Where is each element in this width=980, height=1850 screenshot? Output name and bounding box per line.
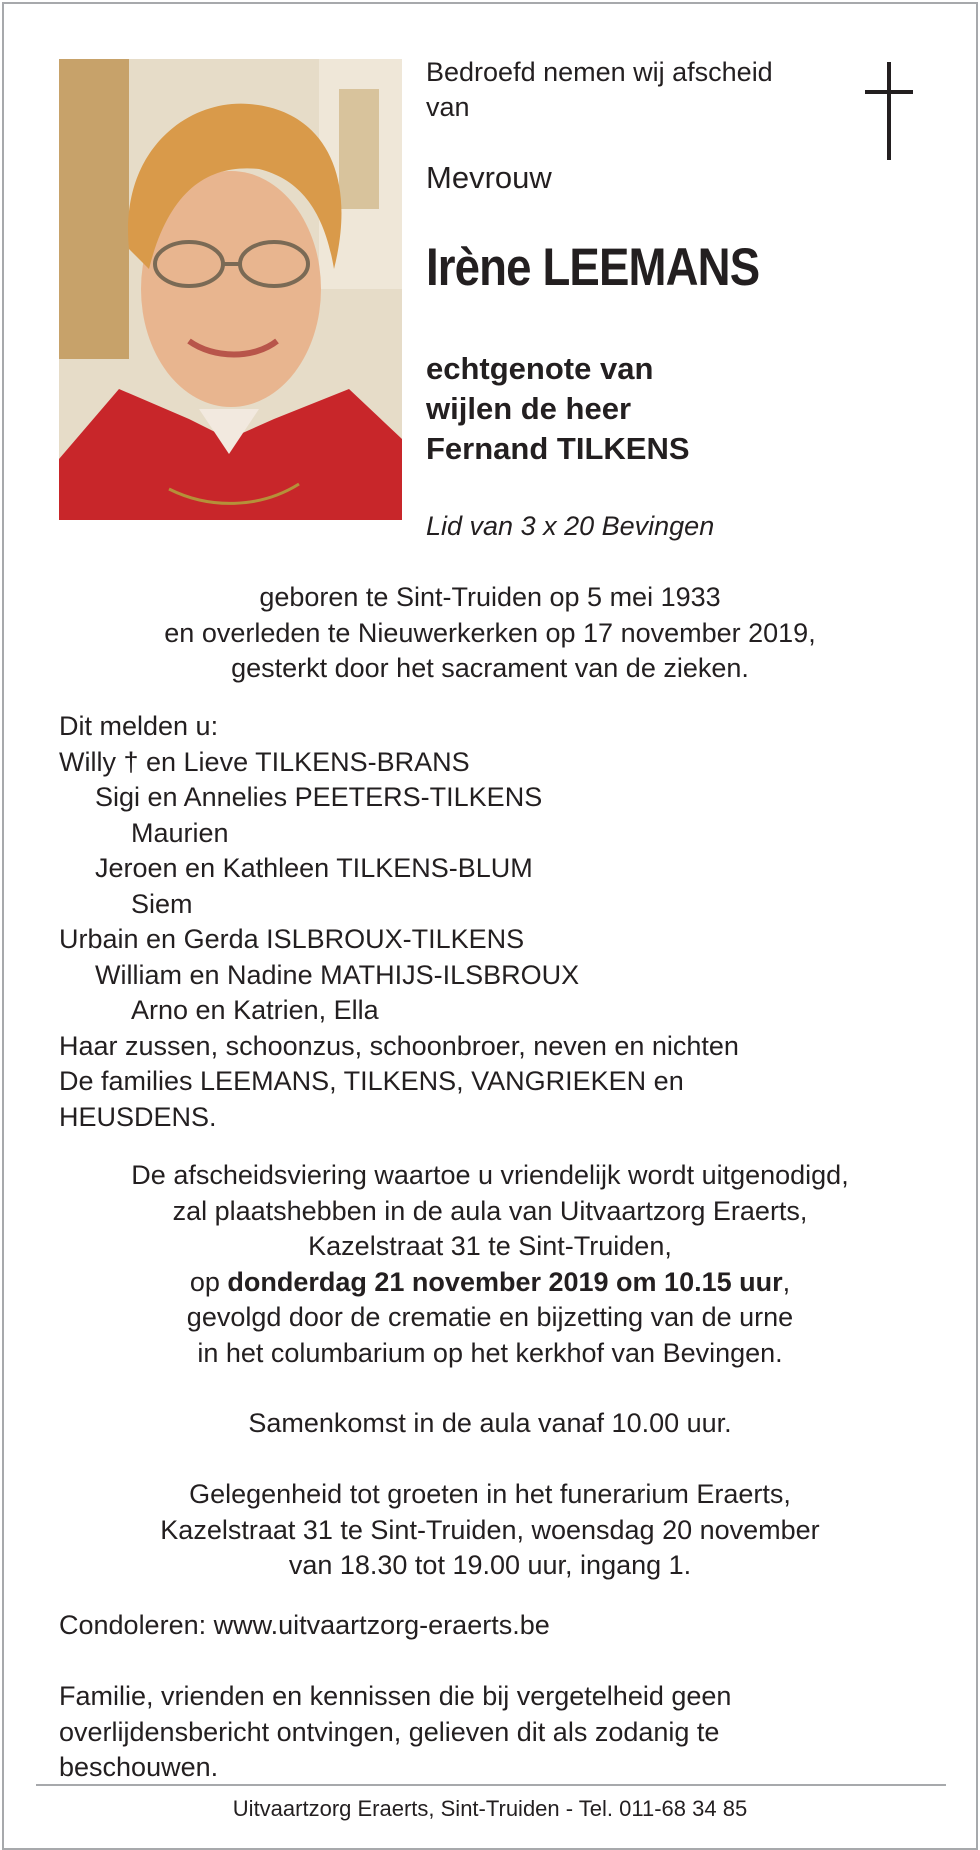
membership-text: Lid van 3 x 20 Bevingen — [426, 511, 715, 541]
ceremony-line: Kazelstraat 31 te Sint-Truiden, — [308, 1231, 672, 1261]
notice-line: beschouwen. — [59, 1752, 219, 1782]
announcer-line: Arno en Katrien, Ella — [131, 995, 379, 1025]
announcers-block — [59, 709, 921, 1135]
intro-text — [426, 55, 856, 125]
ceremony-date-line — [59, 1265, 921, 1301]
visitation-line: van 18.30 tot 19.00 uur, ingang 1. — [288, 1550, 692, 1580]
latin-cross-icon — [865, 62, 913, 160]
notice-block — [59, 1679, 921, 1786]
condolence-line: Condoleren: www.uitvaartzorg-eraerts.be — [59, 1610, 550, 1640]
announcer-line: Siem — [131, 888, 193, 919]
footer-divider — [36, 1784, 946, 1786]
birth-line: geboren te Sint-Truiden op 5 mei 1933 — [259, 582, 721, 612]
visitation-line: Kazelstraat 31 te Sint-Truiden, woensdag 20 november — [160, 1514, 820, 1545]
announcer-line: Urbain en Gerda ISLBROUX-TILKENS — [59, 924, 525, 954]
announcer-line: William en Nadine MATHIJS-ILSBROUX — [95, 959, 580, 990]
announcer-line: De families LEEMANS, TILKENS, VANGRIEKEN en — [59, 1066, 684, 1096]
ceremony-line: De afscheidsviering waartoe u vriendelijk wordt uitgenodigd, — [131, 1160, 849, 1190]
ceremony-line: zal plaatshebben in de aula van Uitvaartzorg Eraerts, — [172, 1195, 808, 1226]
ceremony-line: in het columbarium op het kerkhof van Bevingen. — [197, 1337, 783, 1368]
condolence-text — [59, 1608, 921, 1644]
visitation-line: Gelegenheid tot groeten in het funerarium Eraerts, — [189, 1479, 791, 1509]
gathering-line: Samenkomst in de aula vanaf 10.00 uur. — [248, 1408, 732, 1438]
announcers-heading: Dit melden u: — [59, 711, 219, 741]
gathering-text — [59, 1406, 921, 1442]
spouse-line: Fernand TILKENS — [426, 431, 690, 466]
announcer-line: Willy † en Lieve TILKENS-BRANS — [59, 746, 470, 777]
announcer-line: HEUSDENS. — [59, 1101, 217, 1132]
ceremony-date-suffix: , — [782, 1266, 791, 1297]
deceased-name: Irène LEEMANS — [426, 238, 760, 297]
footer-text: Uitvaartzorg Eraerts, Sint-Truiden - Tel. 011-68 34 85 — [232, 1796, 748, 1821]
ceremony-line: gevolgd door de crematie en bijzetting van de urne — [186, 1302, 794, 1332]
spouse-line: wijlen de heer — [426, 391, 632, 426]
announcer-line: Haar zussen, schoonzus, schoonbroer, neven en nichten — [59, 1030, 739, 1061]
intro-line: van — [426, 92, 470, 122]
intro-line: Bedroefd nemen wij afscheid — [426, 57, 773, 87]
notice-line: Familie, vrienden en kennissen die bij vergetelheid geen — [59, 1681, 732, 1711]
death-line: en overleden te Nieuwerkerken op 17 november 2019, — [164, 617, 816, 648]
announcer-line: Sigi en Annelies PEETERS-TILKENS — [95, 782, 543, 812]
notice-line: overlijdensbericht ontvingen, gelieven dit als zodanig te — [59, 1716, 720, 1747]
honorific: Mevrouw — [426, 160, 552, 195]
ceremony-block — [59, 1158, 921, 1371]
announcer-line: Maurien — [131, 817, 229, 848]
sacrament-line: gesterkt door het sacrament van de zieken. — [231, 653, 749, 683]
visitation-block — [59, 1477, 921, 1584]
birth-death-block — [59, 580, 921, 687]
ceremony-date-prefix: op — [189, 1266, 228, 1297]
portrait-photo — [59, 59, 402, 520]
announcer-line: Jeroen en Kathleen TILKENS-BLUM — [95, 853, 533, 883]
ceremony-date: donderdag 21 november 2019 om 10.15 uur — [227, 1266, 783, 1297]
spouse-line: echtgenote van — [426, 351, 654, 386]
spouse-info — [426, 349, 690, 469]
